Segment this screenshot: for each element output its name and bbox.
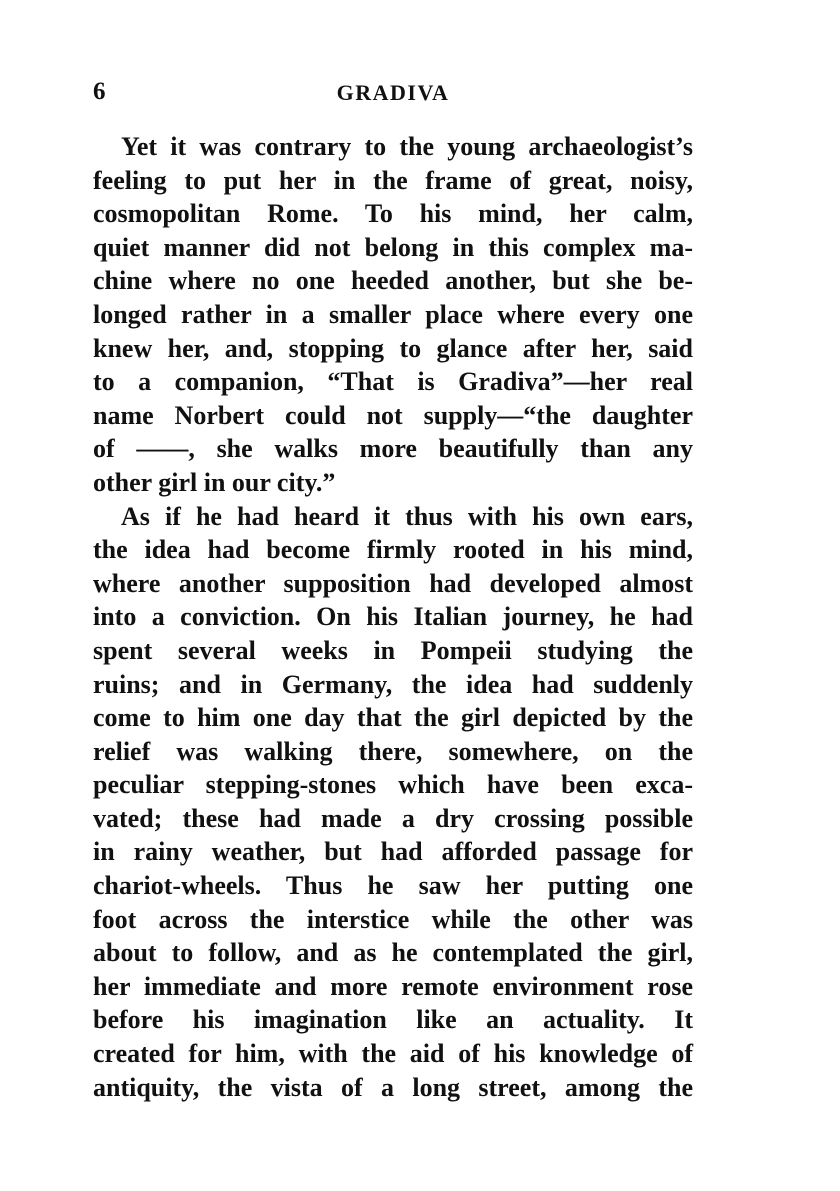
text-line: relief was walking there, somewhere, on the <box>93 736 693 766</box>
text-line: name Norbert could not supply—“the daughter <box>93 400 693 430</box>
text-line: of ——, she walks more beautifully than any <box>93 434 693 464</box>
text-line: chariot-wheels. Thus he saw her putting one <box>93 871 693 901</box>
text-line: created for him, with the aid of his knowledge of <box>93 1039 693 1069</box>
text-line: her immediate and more remote environment rose <box>93 971 693 1001</box>
text-line: feeling to put her in the frame of great, noisy, <box>93 165 693 195</box>
text-line: where another supposition had developed almost <box>93 568 693 598</box>
text-line: foot across the interstice while the other was <box>93 904 693 934</box>
text-line: in rainy weather, but had afforded passage for <box>93 837 693 867</box>
text-line: quiet manner did not belong in this complex ma- <box>93 232 693 262</box>
text-line: the idea had become firmly rooted in his mind, <box>93 535 693 565</box>
text-line: spent several weeks in Pompeii studying the <box>93 635 693 665</box>
running-title: GRADIVA <box>336 80 450 105</box>
text-line: into a conviction. On his Italian journey, he had <box>93 602 693 632</box>
text-line: cosmopolitan Rome. To his mind, her calm, <box>93 199 693 229</box>
text-line: knew her, and, stopping to glance after her, said <box>93 333 693 363</box>
page-number: 6 <box>93 78 106 105</box>
text-line: Yet it was contrary to the young archaeologist’s <box>121 132 693 161</box>
text-line: to a companion, “That is Gradiva”—her real <box>93 367 693 397</box>
text-line: peculiar stepping-stones which have been exca- <box>93 770 693 800</box>
text-line: As if he had heard it thus with his own ears, <box>121 501 693 531</box>
text-line: longed rather in a smaller place where every one <box>93 299 693 329</box>
body-text <box>93 130 693 1104</box>
text-line: come to him one day that the girl depicted by the <box>93 703 693 733</box>
text-line: chine where no one heeded another, but she be- <box>93 266 693 296</box>
text-line: about to follow, and as he contemplated the girl, <box>93 938 693 968</box>
text-line: other girl in our city.” <box>93 467 336 497</box>
text-line: antiquity, the vista of a long street, among the <box>93 1072 693 1102</box>
text-line: before his imagination like an actuality. It <box>93 1005 693 1035</box>
running-head <box>93 78 693 114</box>
text-line: ruins; and in Germany, the idea had suddenly <box>93 669 693 699</box>
text-line: vated; these had made a dry crossing possible <box>93 803 693 833</box>
